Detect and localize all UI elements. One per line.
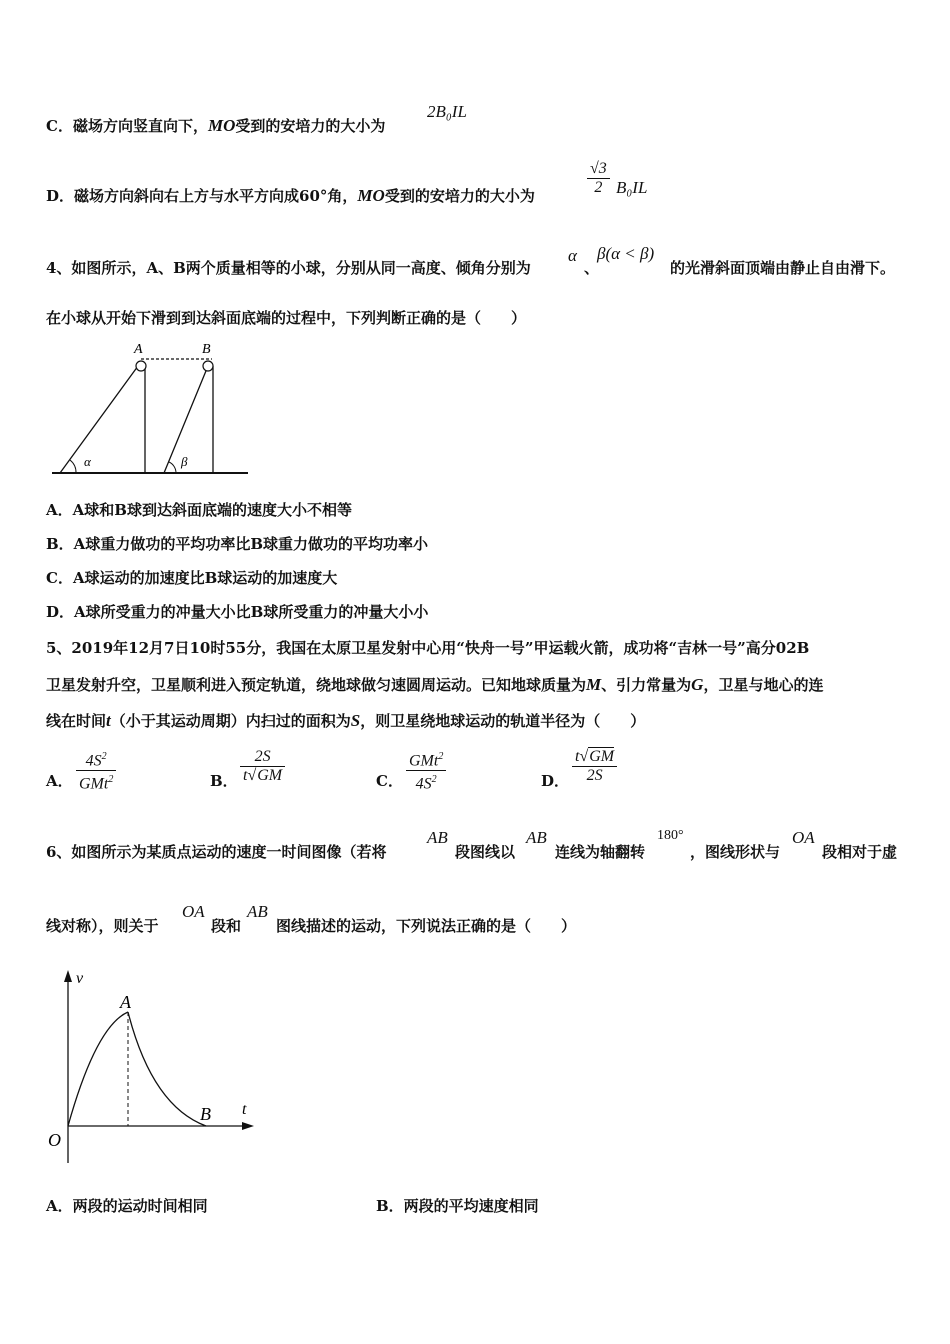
q4-stem-line2: 在小球从开始下滑到到达斜面底端的过程中，下列判断正确的是（ ） xyxy=(46,309,527,327)
numerator: 2S xyxy=(240,748,285,767)
formula-2b0il: 2B₀IL xyxy=(427,102,467,121)
q4-option-a[interactable]: A．A球和B球到达斜面底端的速度大小不相等 xyxy=(46,501,352,519)
q5-stem-line3 xyxy=(46,711,645,731)
stem-text: 、引力常量为 xyxy=(601,676,692,694)
stem-text: 线在时间 xyxy=(46,712,107,730)
q6-stem-line2-a: 线对称），则关于 xyxy=(46,917,159,935)
option-label: C． xyxy=(376,772,403,790)
stem-text: （小于其运动周期）内扫过的面积为 xyxy=(110,712,351,730)
q6-stem-line1-e: 段相对于虚 xyxy=(822,843,898,861)
math-oa-2: OA xyxy=(182,902,205,921)
ball-a xyxy=(136,361,146,371)
stem-text: 卫星发射升空，卫星顺利进入预定轨道，绕地球做匀速圆周运动。已知地球质量为 xyxy=(46,676,587,694)
q5-stem-line2 xyxy=(46,675,823,695)
option-label: C． xyxy=(46,117,73,135)
math-m: M xyxy=(586,675,602,694)
q5-option-d[interactable] xyxy=(541,770,569,791)
q5-option-d-fraction xyxy=(572,748,617,785)
stem-text: ，则卫星绕地球运动的轨道半径为（ ） xyxy=(360,712,646,730)
math-s: S xyxy=(350,711,361,730)
q6-stem-line1-c: 连线为轴翻转 xyxy=(555,843,646,861)
angle-arc-beta xyxy=(169,462,176,473)
math-ab-2: AB xyxy=(526,828,547,847)
option-label: D． xyxy=(46,187,75,205)
stem-text: ，卫星与地心的连 xyxy=(703,676,824,694)
denominator: 2 xyxy=(594,179,603,196)
label-v: v xyxy=(76,970,84,987)
separator: 、 xyxy=(584,259,600,277)
incline-a xyxy=(60,366,138,473)
q3-option-c[interactable] xyxy=(46,116,385,136)
label-b: B xyxy=(202,342,211,357)
math-mo: MO xyxy=(357,186,385,205)
q5-option-a-fraction xyxy=(76,748,116,794)
math-ab-3: AB xyxy=(247,902,268,921)
numerator: t√GM xyxy=(572,748,617,767)
label-o: O xyxy=(48,1130,61,1150)
q6-stem-line2-c: 图线描述的运动，下列说法正确的是（ ） xyxy=(276,917,577,935)
math-mo: MO xyxy=(207,116,236,135)
fraction-sqrt3-over-2 xyxy=(587,160,610,197)
q5-option-b[interactable] xyxy=(210,770,238,791)
q6-stem-line2-b: 段和 xyxy=(211,917,242,935)
numerator: GMt$^2$ xyxy=(406,748,446,771)
stem-text: 4、如图所示，A、B两个质量相等的小球，分别从同一高度、倾角分别为 xyxy=(46,259,531,277)
v-axis-arrow xyxy=(64,970,72,982)
stem-text-tail: 的光滑斜面顶端由静止自由滑下。 xyxy=(670,259,896,277)
q6-stem-line1-d: ，图线形状与 xyxy=(690,843,781,861)
q5-option-c-fraction xyxy=(406,748,446,794)
q6-vt-graph xyxy=(46,966,266,1166)
ball-b xyxy=(203,361,213,371)
math-g: G xyxy=(691,675,704,694)
label-a: A xyxy=(134,342,143,357)
option-text: 受到的安培力的大小为 xyxy=(235,117,386,135)
q6-option-b[interactable]: B．两段的平均速度相同 xyxy=(376,1197,539,1215)
curve-oa xyxy=(68,1012,128,1126)
q5-option-a[interactable] xyxy=(46,770,73,791)
option-label: A． xyxy=(46,772,73,790)
beta-expression: β(α < β) xyxy=(597,244,655,263)
t-axis-arrow xyxy=(242,1122,254,1130)
curve-ab xyxy=(128,1012,206,1126)
numerator: √3 xyxy=(587,160,610,179)
numerator: $4S^2$ xyxy=(76,748,116,771)
angle-arc-alpha xyxy=(70,460,76,473)
denominator: $4S^2$ xyxy=(415,774,437,793)
q4-option-c[interactable]: C．A球运动的加速度比B球运动的加速度大 xyxy=(46,569,338,587)
q5-stem-line1: 5、2019年12月7日10时55分，我国在太原卫星发射中心用“快舟一号”甲运载火箭，成功将“吉林一号”高分02B xyxy=(46,639,810,657)
q6-stem-line1-a: 6、如图所示为某质点运动的速度一时间图像（若将 xyxy=(46,843,387,861)
label-beta: β xyxy=(181,454,188,469)
option-label: D． xyxy=(541,772,570,790)
math-oa: OA xyxy=(792,828,815,847)
denominator: t√GM xyxy=(243,767,283,784)
q6-stem-line1-b: 段图线以 xyxy=(455,843,516,861)
option-label: B． xyxy=(210,772,238,790)
math-180-deg: 180° xyxy=(657,828,684,843)
q3-option-d[interactable] xyxy=(46,186,535,206)
option-text: 磁场方向竖直向下， xyxy=(72,117,208,135)
q5-option-b-fraction xyxy=(240,748,285,785)
q5-option-c[interactable] xyxy=(376,770,403,791)
denominator: 2S xyxy=(586,767,603,784)
q4-option-b[interactable]: B．A球重力做功的平均功率比B球重力做功的平均功率小 xyxy=(46,535,428,553)
option-text: 受到的安培力的大小为 xyxy=(384,187,535,205)
formula-b0il: B₀IL xyxy=(616,178,648,197)
alpha-symbol: α xyxy=(568,246,577,265)
math-ab: AB xyxy=(427,828,448,847)
math-t: t xyxy=(106,711,111,730)
denominator: GMt$^2$ xyxy=(79,774,114,793)
q4-stem-line1 xyxy=(46,258,531,278)
q6-option-a[interactable]: A．两段的运动时间相同 xyxy=(46,1197,208,1215)
label-a: A xyxy=(120,992,131,1012)
label-t: t xyxy=(242,1101,247,1118)
label-b: B xyxy=(200,1104,211,1124)
option-text: 磁场方向斜向右上方与水平方向成60°角， xyxy=(74,187,358,205)
q4-incline-figure xyxy=(48,340,258,480)
label-alpha: α xyxy=(84,454,91,469)
q4-option-d[interactable]: D．A球所受重力的冲量大小比B球所受重力的冲量大小小 xyxy=(46,603,429,621)
